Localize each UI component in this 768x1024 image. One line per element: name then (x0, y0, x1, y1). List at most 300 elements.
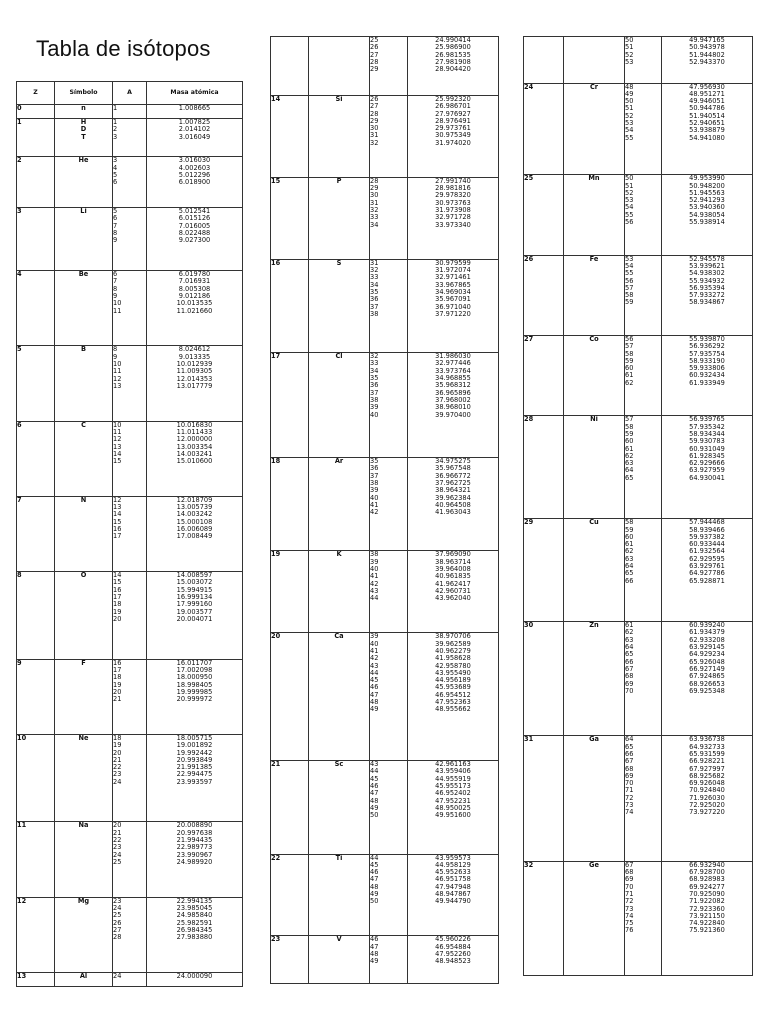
mass-number: 50 (625, 36, 634, 44)
element-z: 21 (271, 761, 309, 854)
mass-number: 21 (113, 828, 122, 837)
mass-number-cell (370, 936, 408, 984)
mass-number: 32 (370, 266, 379, 275)
atomic-mass: 14.003242 (176, 510, 213, 519)
header-symbol: Símbolo (55, 82, 113, 105)
mass-number-cell (113, 421, 147, 496)
table-row (271, 551, 499, 633)
table-row (271, 353, 499, 458)
atomic-mass: 59.930783 (689, 437, 725, 446)
atomic-mass: 18.000950 (176, 673, 213, 682)
header-a: A (113, 82, 147, 105)
mass-number: 51 (625, 181, 634, 190)
atomic-mass: 51.944802 (689, 50, 725, 59)
atomic-mass: 69.926048 (689, 779, 725, 788)
mass-number: 48 (625, 82, 634, 91)
mass-number: 63 (625, 554, 634, 563)
mass-number: 46 (370, 782, 379, 791)
atomic-mass: 30.975349 (435, 131, 471, 140)
mass-number: 27 (370, 102, 379, 111)
mass-number-cell (625, 255, 662, 335)
mass-number: 53 (625, 119, 634, 128)
atomic-mass: 11.011433 (176, 427, 213, 436)
element-z: 19 (271, 551, 309, 633)
atomic-mass-cell (147, 897, 243, 972)
mass-number: 41 (370, 646, 379, 655)
atomic-mass: 62.929595 (689, 554, 725, 563)
atomic-mass: 36.971040 (435, 302, 471, 311)
atomic-mass: 38.964321 (435, 486, 471, 495)
mass-number: 11 (113, 306, 122, 315)
mass-number: 39 (370, 403, 379, 412)
mass-number: 69 (625, 679, 634, 688)
atomic-mass: 19.992442 (176, 748, 213, 757)
atomic-mass: 60.932434 (689, 371, 725, 380)
mass-number: 53 (625, 57, 634, 66)
element-z: 27 (524, 335, 564, 415)
isotope-table-column-1 (16, 81, 243, 987)
atomic-mass: 47.952231 (435, 796, 471, 805)
atomic-mass: 70.924840 (689, 786, 725, 795)
mass-number: 61 (625, 621, 634, 630)
mass-number: 61 (625, 444, 634, 453)
element-z: 8 (17, 572, 55, 660)
atomic-mass: 54.938302 (689, 269, 725, 278)
mass-number: 36 (370, 381, 379, 390)
atomic-mass: 45.953689 (435, 683, 471, 692)
atomic-mass: 47.947948 (435, 882, 471, 891)
atomic-mass: 31.973908 (435, 206, 471, 215)
element-z: 24 (524, 83, 564, 175)
element-z: 7 (17, 496, 55, 571)
atomic-mass: 18.998405 (176, 680, 213, 689)
atomic-mass-cell (408, 458, 499, 551)
mass-number: 58 (625, 422, 634, 431)
atomic-mass: 67.928700 (689, 868, 725, 877)
atomic-mass: 9.027300 (178, 236, 211, 245)
mass-number: 62 (625, 378, 634, 387)
mass-number: 40 (370, 493, 379, 502)
atomic-mass: 6.019780 (178, 270, 211, 279)
atomic-mass: 48.951271 (689, 89, 725, 98)
mass-number: 21 (113, 695, 122, 704)
mass-number: 32 (370, 352, 379, 361)
mass-number: 20 (113, 687, 122, 696)
element-z: 32 (524, 861, 564, 975)
atomic-mass: 57.944468 (689, 518, 725, 527)
atomic-mass: 42.961163 (435, 760, 471, 769)
mass-number: 45 (370, 860, 379, 869)
atomic-mass: 41.963043 (435, 508, 471, 517)
atomic-mass: 30.973763 (435, 198, 471, 207)
mass-number-cell (625, 519, 662, 622)
atomic-mass: 41.962417 (435, 579, 471, 588)
element-symbol-line: T (81, 132, 86, 141)
atomic-mass: 28.904420 (435, 65, 471, 74)
mass-number: 20 (113, 821, 122, 830)
table-row (17, 496, 243, 571)
element-symbol-line: D (80, 125, 87, 134)
element-z: 13 (17, 972, 55, 986)
atomic-mass: 27.983880 (176, 933, 213, 942)
element-z: 0 (17, 105, 55, 119)
atomic-mass: 58.933190 (689, 356, 725, 365)
atomic-mass: 63.929145 (689, 643, 725, 652)
mass-number-cell (113, 972, 147, 986)
header-mass: Masa atómica (147, 82, 243, 105)
element-symbol: Mg (55, 897, 113, 972)
atomic-mass: 17.999160 (176, 600, 213, 609)
atomic-mass: 16.999134 (176, 593, 213, 602)
atomic-mass: 34.969034 (435, 287, 471, 296)
mass-number: 38 (370, 550, 379, 559)
element-z: 5 (17, 346, 55, 421)
mass-number: 42 (370, 654, 379, 663)
atomic-mass: 72.925020 (689, 801, 725, 810)
table-body (524, 37, 753, 976)
atomic-mass: 36.966772 (435, 471, 471, 480)
atomic-mass: 4.002603 (178, 163, 211, 172)
table-row (524, 861, 753, 975)
atomic-mass-cell (662, 519, 753, 622)
atomic-mass: 62.929666 (689, 459, 725, 468)
atomic-mass: 68.926653 (689, 679, 725, 688)
atomic-mass: 33.973764 (435, 366, 471, 375)
atomic-mass: 52.945578 (689, 254, 725, 263)
atomic-mass: 1.007825 (178, 117, 211, 126)
mass-number: 5 (113, 207, 118, 216)
atomic-mass: 57.933272 (689, 291, 725, 300)
atomic-mass: 55.938914 (689, 218, 725, 227)
table-row (271, 37, 499, 96)
atomic-mass: 52.940651 (689, 119, 725, 128)
mass-number: 58 (625, 349, 634, 358)
mass-number: 48 (370, 882, 379, 891)
mass-number: 51 (625, 104, 634, 113)
atomic-mass: 68.925682 (689, 771, 725, 780)
mass-number: 31 (370, 131, 379, 140)
atomic-mass: 38.968010 (435, 403, 471, 412)
atomic-mass: 50.943978 (689, 43, 725, 52)
mass-number: 53 (625, 196, 634, 205)
atomic-mass: 26.986701 (435, 102, 471, 111)
atomic-mass: 53.938879 (689, 126, 725, 135)
mass-number: 17 (113, 532, 122, 541)
atomic-mass: 60.931049 (689, 444, 725, 453)
atomic-mass: 45.960226 (435, 935, 471, 944)
atomic-mass: 40.961835 (435, 572, 471, 581)
mass-number: 42 (370, 579, 379, 588)
element-z: 2 (17, 157, 55, 208)
atomic-mass: 8.022488 (178, 229, 211, 238)
mass-number: 59 (625, 356, 634, 365)
element-z: 25 (524, 175, 564, 255)
mass-number: 72 (625, 793, 634, 802)
mass-number: 3 (113, 132, 118, 141)
element-z: 14 (271, 95, 309, 177)
mass-number-cell (625, 622, 662, 736)
element-symbol: N (55, 496, 113, 571)
mass-number: 47 (370, 789, 379, 798)
atomic-mass: 39.962589 (435, 639, 471, 648)
mass-number: 43 (370, 661, 379, 670)
element-symbol: Sc (309, 761, 370, 854)
mass-number: 1 (113, 117, 118, 126)
atomic-mass: 47.952260 (435, 950, 471, 959)
table-row (17, 572, 243, 660)
element-symbol: Cr (564, 83, 625, 175)
mass-number: 32 (370, 138, 379, 147)
mass-number: 72 (625, 897, 634, 906)
mass-number-cell (625, 416, 662, 519)
atomic-mass: 37.962725 (435, 478, 471, 487)
atomic-mass: 65.931599 (689, 749, 725, 758)
atomic-mass-cell (408, 761, 499, 854)
atomic-mass: 20.999972 (176, 695, 213, 704)
atomic-mass: 65.928871 (689, 576, 725, 585)
mass-number-cell (113, 208, 147, 271)
atomic-mass: 29.973761 (435, 124, 471, 133)
atomic-mass-cell (662, 37, 753, 84)
element-symbol: Be (55, 271, 113, 346)
mass-number: 6 (113, 178, 118, 187)
element-z: 31 (524, 736, 564, 861)
mass-number-cell (370, 458, 408, 551)
atomic-mass-cell (408, 854, 499, 936)
table-row (17, 271, 243, 346)
mass-number: 44 (370, 668, 379, 677)
atomic-mass: 9.013335 (178, 352, 211, 361)
atomic-mass: 20.993849 (176, 755, 213, 764)
atomic-mass: 61.928345 (689, 451, 725, 460)
mass-number: 71 (625, 889, 634, 898)
mass-number: 20 (113, 614, 122, 623)
table-body (271, 37, 499, 984)
mass-number: 28 (370, 57, 379, 66)
element-symbol: Zn (564, 622, 625, 736)
atomic-mass: 68.928983 (689, 875, 725, 884)
mass-number: 69 (625, 875, 634, 884)
atomic-mass: 67.924865 (689, 672, 725, 681)
mass-number: 55 (625, 269, 634, 278)
atomic-mass-cell (147, 118, 243, 156)
mass-number: 14 (113, 449, 122, 458)
mass-number: 19 (113, 741, 122, 750)
atomic-mass: 26.981535 (435, 50, 471, 59)
atomic-mass: 10.012939 (176, 359, 213, 368)
mass-number: 65 (625, 569, 634, 578)
element-symbol: K (309, 551, 370, 633)
atomic-mass-cell (147, 346, 243, 421)
atomic-mass: 2.014102 (178, 125, 211, 134)
mass-number: 61 (625, 540, 634, 549)
mass-number: 3 (113, 156, 118, 165)
atomic-mass: 51.945563 (689, 188, 725, 197)
table-header (17, 82, 243, 105)
atomic-mass: 22.994475 (176, 770, 213, 779)
atomic-mass: 73.927220 (689, 808, 725, 817)
atomic-mass: 69.925348 (689, 686, 725, 695)
mass-number: 12 (113, 435, 122, 444)
mass-number: 9 (113, 352, 118, 361)
mass-number: 10 (113, 420, 122, 429)
atomic-mass: 57.935754 (689, 349, 725, 358)
element-symbol: C (55, 421, 113, 496)
mass-number: 24 (113, 777, 122, 786)
table-row (524, 622, 753, 736)
atomic-mass: 65.926048 (689, 657, 725, 666)
mass-number: 67 (625, 860, 634, 869)
mass-number: 50 (370, 897, 379, 906)
atomic-mass: 20.004071 (176, 614, 213, 623)
atomic-mass: 56.936292 (689, 342, 725, 351)
mass-number: 60 (625, 532, 634, 541)
atomic-mass: 60.939240 (689, 621, 725, 630)
mass-number: 18 (113, 600, 122, 609)
atomic-mass: 15.994915 (176, 585, 213, 594)
element-symbol: Li (55, 208, 113, 271)
atomic-mass: 34.975275 (435, 457, 471, 466)
element-symbol: Al (55, 972, 113, 986)
element-symbol: Mn (564, 175, 625, 255)
table-row (271, 458, 499, 551)
atomic-mass-cell (408, 37, 499, 96)
atomic-mass: 47.956930 (689, 82, 725, 91)
mass-number: 25 (113, 911, 122, 920)
atomic-mass: 54.938054 (689, 210, 725, 219)
atomic-mass: 37.971220 (435, 309, 471, 318)
mass-number: 64 (625, 466, 634, 475)
atomic-mass-cell (662, 416, 753, 519)
mass-number: 61 (625, 371, 634, 380)
mass-number: 43 (370, 760, 379, 769)
mass-number: 36 (370, 464, 379, 473)
element-symbol: Na (55, 822, 113, 897)
mass-number: 49 (370, 705, 379, 714)
atomic-mass: 34.968855 (435, 374, 471, 383)
atomic-mass: 12.014353 (176, 374, 213, 383)
atomic-mass: 42.960731 (435, 586, 471, 595)
mass-number: 73 (625, 904, 634, 913)
atomic-mass: 11.009305 (176, 367, 213, 376)
atomic-mass: 22.994135 (176, 896, 213, 905)
mass-number: 39 (370, 632, 379, 641)
atomic-mass: 15.000108 (176, 517, 213, 526)
atomic-mass-cell (662, 861, 753, 975)
atomic-mass-cell (147, 105, 243, 119)
atomic-mass-cell (147, 734, 243, 822)
mass-number: 69 (625, 771, 634, 780)
mass-number: 27 (370, 50, 379, 59)
mass-number: 37 (370, 388, 379, 397)
mass-number-cell (113, 897, 147, 972)
atomic-mass-cell (147, 972, 243, 986)
element-symbol: Si (309, 95, 370, 177)
atomic-mass: 62.933208 (689, 635, 725, 644)
element-symbol (564, 37, 625, 84)
mass-number: 26 (370, 43, 379, 52)
atomic-mass-cell (147, 496, 243, 571)
atomic-mass: 17.002098 (176, 665, 213, 674)
mass-number: 23 (113, 770, 122, 779)
mass-number: 53 (625, 254, 634, 263)
mass-number: 25 (370, 36, 379, 44)
atomic-mass: 39.970400 (435, 410, 471, 419)
atomic-mass: 24.989920 (176, 857, 213, 866)
mass-number: 58 (625, 291, 634, 300)
table-row (524, 519, 753, 622)
atomic-mass: 59.933806 (689, 364, 725, 373)
mass-number: 27 (113, 925, 122, 934)
atomic-mass: 66.928221 (689, 757, 725, 766)
atomic-mass: 70.925090 (689, 889, 725, 898)
mass-number: 74 (625, 911, 634, 920)
table-row (271, 177, 499, 259)
mass-number: 8 (113, 229, 118, 238)
mass-number: 65 (625, 473, 634, 482)
mass-number-cell (113, 105, 147, 119)
atomic-mass: 56.935394 (689, 283, 725, 292)
mass-number: 6 (113, 214, 118, 223)
atomic-mass: 51.940514 (689, 111, 725, 120)
atomic-mass: 46.954884 (435, 942, 471, 951)
atomic-mass: 8.005308 (178, 284, 211, 293)
table-row (17, 659, 243, 734)
mass-number: 12 (113, 374, 122, 383)
atomic-mass: 21.994435 (176, 836, 213, 845)
element-z: 1 (17, 118, 55, 156)
mass-number: 38 (370, 395, 379, 404)
element-z: 11 (17, 822, 55, 897)
atomic-mass: 26.984345 (176, 925, 213, 934)
mass-number-cell (625, 37, 662, 84)
atomic-mass: 55.934932 (689, 276, 725, 285)
mass-number-cell (113, 822, 147, 897)
atomic-mass: 75.921360 (689, 926, 725, 935)
element-symbol: Co (564, 335, 625, 415)
mass-number: 30 (370, 124, 379, 133)
atomic-mass: 48.947867 (435, 890, 471, 899)
atomic-mass: 20.008890 (176, 821, 213, 830)
atomic-mass: 61.933949 (689, 378, 725, 387)
mass-number: 52 (625, 111, 634, 120)
atomic-mass: 60.933444 (689, 540, 725, 549)
atomic-mass: 17.008449 (176, 532, 213, 541)
atomic-mass: 39.962384 (435, 493, 471, 502)
isotope-table-column-2 (270, 36, 499, 984)
element-z: 20 (271, 633, 309, 761)
mass-number: 41 (370, 572, 379, 581)
mass-number: 68 (625, 764, 634, 773)
atomic-mass: 49.951600 (435, 811, 471, 820)
mass-number: 67 (625, 664, 634, 673)
table-row (271, 633, 499, 761)
atomic-mass: 52.943370 (689, 57, 725, 66)
element-symbol: Fe (564, 255, 625, 335)
atomic-mass: 13.005739 (176, 503, 213, 512)
atomic-mass: 3.016049 (178, 132, 211, 141)
atomic-mass: 63.927959 (689, 466, 725, 475)
element-symbol: P (309, 177, 370, 259)
table-row (17, 157, 243, 208)
mass-number: 12 (113, 495, 122, 504)
element-z: 22 (271, 854, 309, 936)
mass-number: 64 (625, 643, 634, 652)
mass-number-cell (370, 761, 408, 854)
mass-number: 65 (625, 650, 634, 659)
mass-number: 9 (113, 292, 118, 301)
atomic-mass: 27.991740 (435, 176, 471, 185)
